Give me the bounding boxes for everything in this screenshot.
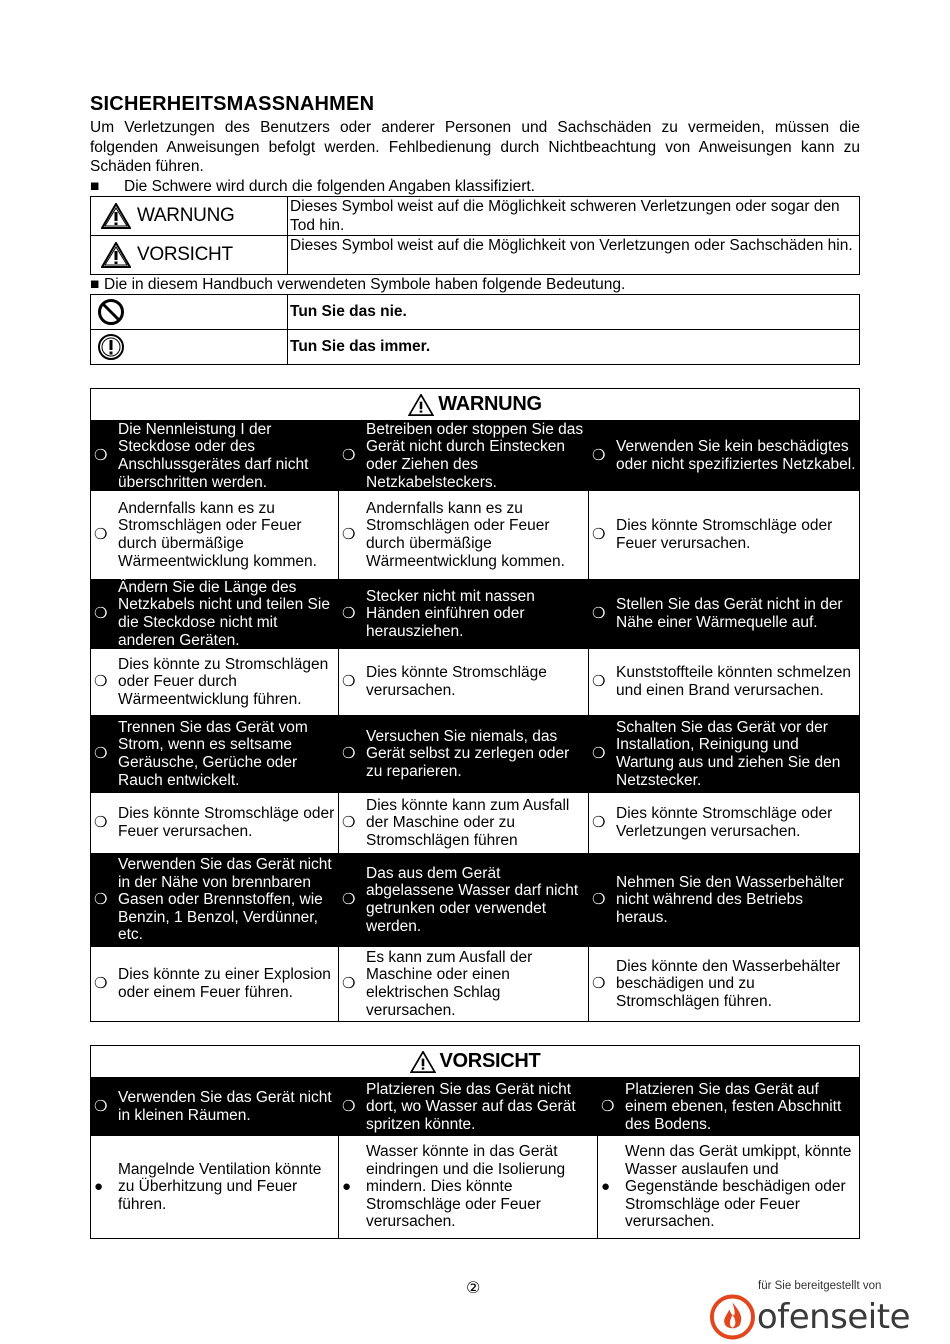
vorsicht-table-title: VORSICHT bbox=[439, 1050, 541, 1072]
vorsicht-table bbox=[90, 1045, 860, 1239]
vorsicht-cell bbox=[598, 1136, 859, 1238]
warning-triangle-icon bbox=[101, 203, 131, 229]
warnung-row bbox=[91, 491, 859, 579]
warnung-cell-text: Dies könnte Stromschläge oder Feuer verursachen. bbox=[118, 805, 335, 840]
warnung-row bbox=[91, 947, 859, 1021]
square-bullet-icon: ■ bbox=[90, 177, 100, 195]
warnung-cell-text: Dies könnte zu einer Explosion oder einem Feuer führen. bbox=[118, 966, 331, 1001]
warnung-cell-text: Verwenden Sie das Gerät nicht in der Nähe von brennbaren Gasen oder Brennstoffen, wie Benzin, 1 Benzol, Verdünner, etc. bbox=[118, 856, 332, 944]
vorsicht-cell bbox=[598, 1078, 859, 1136]
warnung-table bbox=[90, 388, 860, 1022]
warnung-table-header bbox=[91, 389, 859, 421]
symbol-row-always bbox=[91, 329, 860, 364]
bullet-icon: ❍ bbox=[94, 447, 108, 465]
warnung-cell-text: Dies könnte kann zum Ausfall der Maschine oder zu Stromschlägen führen bbox=[366, 796, 570, 849]
vorsicht-cell-text: Wenn das Gerät umkippt, könnte Wasser auslaufen und Gegenstände beschädigen oder Stromschläge oder Feuer verursachen. bbox=[625, 1143, 852, 1231]
symbol-never-text: Tun Sie das nie. bbox=[288, 294, 860, 329]
mandatory-exclamation-icon bbox=[97, 333, 125, 361]
bullet-icon: ❍ bbox=[342, 526, 356, 544]
bullet-icon: ❍ bbox=[592, 745, 606, 763]
bullet-icon: ❍ bbox=[342, 975, 356, 993]
warnung-cell bbox=[339, 853, 589, 947]
warnung-cell-text: Schalten Sie das Gerät vor der Installation, Reinigung und Wartung aus und ziehen Sie den Netzstecker. bbox=[616, 718, 841, 789]
page-title: SICHERHEITSMASSNAHMEN bbox=[90, 93, 375, 115]
severity-note bbox=[90, 177, 860, 196]
warnung-cell-text: Das aus dem Gerät abgelassene Wasser darf nicht getrunken oder verwendet werden. bbox=[366, 864, 579, 935]
warnung-label: WARNUNG bbox=[137, 204, 235, 226]
brand-tagline: für Sie bereitgestellt von bbox=[758, 1280, 882, 1292]
warnung-cell-text: Betreiben oder stoppen Sie das Gerät nicht durch Einstecken oder Ziehen des Netzkabelsteckers. bbox=[366, 421, 584, 491]
intro-paragraph: Um Verletzungen des Benutzers oder anderer Personen und Sachschäden zu vermeiden, müssen die folgenden Anweisungen befolgt werden. Fehlbedienung durch Nichtbeachtung von Anweisungen kann zu Schäden führen. bbox=[90, 119, 860, 175]
warnung-cell bbox=[589, 491, 859, 579]
vorsicht-cell-text: Platzieren Sie das Gerät auf einem ebenen, festen Abschnitt des Bodens. bbox=[625, 1080, 842, 1133]
warnung-cell-text: Verwenden Sie kein beschädigtes oder nicht spezifiziertes Netzkabel. bbox=[616, 438, 856, 473]
warnung-cell bbox=[589, 649, 859, 715]
warnung-cell bbox=[91, 649, 339, 715]
vorsicht-cell bbox=[339, 1078, 598, 1136]
bullet-icon: ❍ bbox=[342, 1098, 356, 1116]
warnung-cell-text: Dies könnte Stromschläge oder Verletzungen verursachen. bbox=[616, 805, 833, 840]
flame-logo-icon bbox=[710, 1294, 755, 1340]
warnung-cell-text: Die Nennleistung I der Steckdose oder des Anschlussgerätes darf nicht überschritten werden. bbox=[118, 421, 309, 491]
warnung-description: Dieses Symbol weist auf die Möglichkeit schweren Verletzungen oder sogar den Tod hin. bbox=[288, 196, 860, 235]
warnung-cell bbox=[589, 715, 859, 793]
warnung-cell bbox=[339, 715, 589, 793]
bullet-icon: ❍ bbox=[601, 1098, 615, 1116]
warnung-cell-text: Nehmen Sie den Wasserbehälter nicht während des Betriebs heraus. bbox=[616, 873, 844, 926]
warnung-cell-text: Dies könnte Stromschläge oder Feuer verursachen. bbox=[616, 517, 833, 552]
warnung-cell bbox=[91, 947, 339, 1021]
warnung-cell bbox=[339, 947, 589, 1021]
warnung-cell bbox=[339, 793, 589, 853]
bullet-icon: ❍ bbox=[94, 1098, 108, 1116]
warnung-cell-text: Stellen Sie das Gerät nicht in der Nähe einer Wärmequelle auf. bbox=[616, 596, 843, 631]
warnung-cell-text: Kunststoffteile könnten schmelzen und einen Brand verursachen. bbox=[616, 664, 851, 699]
bullet-icon: ❍ bbox=[94, 814, 108, 832]
bullet-icon: ❍ bbox=[342, 891, 356, 909]
vorsicht-label: VORSICHT bbox=[137, 243, 233, 265]
warnung-cell bbox=[91, 491, 339, 579]
bullet-icon: ❍ bbox=[592, 975, 606, 993]
warning-triangle-icon bbox=[410, 1051, 436, 1073]
bullet-icon: ❍ bbox=[94, 891, 108, 909]
warnung-cell-text: Stecker nicht mit nassen Händen einführen oder herausziehen. bbox=[366, 587, 535, 640]
warnung-cell-text: Versuchen Sie niemals, das Gerät selbst zu zerlegen oder zu reparieren. bbox=[366, 727, 570, 780]
warnung-cell-text: Dies könnte zu Stromschlägen oder Feuer durch Wärmeentwicklung führen. bbox=[118, 655, 329, 708]
vorsicht-cell-text: Platzieren Sie das Gerät nicht dort, wo Wasser auf das Gerät spritzen könnte. bbox=[366, 1080, 576, 1133]
vorsicht-table-header bbox=[91, 1046, 859, 1078]
warnung-cell bbox=[589, 421, 859, 491]
warning-triangle-icon bbox=[408, 394, 434, 416]
warnung-row bbox=[91, 421, 859, 491]
severity-row-warnung bbox=[91, 196, 860, 235]
vorsicht-row bbox=[91, 1136, 859, 1238]
warnung-table-title: WARNUNG bbox=[438, 393, 542, 415]
warnung-cell-text: Es kann zum Ausfall der Maschine oder einen elektrischen Schlag verursachen. bbox=[366, 948, 533, 1019]
symbols-note bbox=[90, 275, 860, 294]
square-bullet-icon: ■ bbox=[90, 275, 100, 293]
severity-note-text: Die Schwere wird durch die folgenden Angaben klassifiziert. bbox=[124, 177, 535, 195]
bullet-icon: ❍ bbox=[342, 447, 356, 465]
symbols-note-text: Die in diesem Handbuch verwendeten Symbole haben folgende Bedeutung. bbox=[104, 275, 626, 293]
bullet-icon: ❍ bbox=[94, 526, 108, 544]
vorsicht-cell bbox=[91, 1136, 339, 1238]
warnung-cell-text: Dies könnte den Wasserbehälter beschädigen und zu Stromschlägen führen. bbox=[616, 957, 841, 1010]
bullet-icon: ● bbox=[601, 1178, 611, 1196]
warnung-cell bbox=[91, 715, 339, 793]
bullet-icon: ❍ bbox=[592, 814, 606, 832]
warnung-row bbox=[91, 793, 859, 853]
symbol-row-never bbox=[91, 294, 860, 329]
bullet-icon: ❍ bbox=[592, 891, 606, 909]
bullet-icon: ❍ bbox=[94, 975, 108, 993]
bullet-icon: ❍ bbox=[94, 745, 108, 763]
bullet-icon: ❍ bbox=[94, 605, 108, 623]
bullet-icon: ❍ bbox=[342, 673, 356, 691]
warnung-cell-text: Andernfalls kann es zu Stromschlägen oder Feuer durch übermäßige Wärmeentwicklung kommen. bbox=[366, 499, 565, 570]
document-page bbox=[90, 92, 860, 365]
warnung-cell bbox=[339, 649, 589, 715]
vorsicht-cell bbox=[91, 1078, 339, 1136]
warnung-cell bbox=[339, 491, 589, 579]
warnung-cell bbox=[339, 579, 589, 649]
warnung-cell bbox=[589, 579, 859, 649]
bullet-icon: ● bbox=[342, 1178, 352, 1196]
warnung-cell-text: Andernfalls kann es zu Stromschlägen oder Feuer durch übermäßige Wärmeentwicklung kommen. bbox=[118, 499, 317, 570]
vorsicht-cell bbox=[339, 1136, 598, 1238]
bullet-icon: ❍ bbox=[592, 673, 606, 691]
warnung-cell bbox=[91, 579, 339, 649]
bullet-icon: ● bbox=[94, 1178, 104, 1196]
warnung-cell bbox=[91, 853, 339, 947]
bullet-icon: ❍ bbox=[592, 605, 606, 623]
prohibition-icon bbox=[97, 298, 125, 326]
bullet-icon: ❍ bbox=[342, 605, 356, 623]
warnung-cell bbox=[589, 947, 859, 1021]
severity-row-vorsicht bbox=[91, 235, 860, 274]
symbols-table bbox=[90, 294, 860, 365]
warnung-cell bbox=[589, 793, 859, 853]
warnung-cell-text: Dies könnte Stromschläge verursachen. bbox=[366, 664, 547, 699]
brand-footer bbox=[710, 1280, 910, 1340]
vorsicht-cell-text: Wasser könnte in das Gerät eindringen und die Isolierung mindern. Dies könnte Stromschläge oder Feuer verursachen. bbox=[366, 1143, 566, 1231]
severity-table bbox=[90, 196, 860, 275]
symbol-always-text: Tun Sie das immer. bbox=[288, 329, 860, 364]
warnung-row bbox=[91, 853, 859, 947]
warnung-cell bbox=[91, 793, 339, 853]
vorsicht-cell-text: Mangelnde Ventilation könnte zu Überhitzung und Feuer führen. bbox=[118, 1160, 322, 1213]
page-number: ② bbox=[466, 1280, 481, 1297]
bullet-icon: ❍ bbox=[592, 447, 606, 465]
bullet-icon: ❍ bbox=[94, 673, 108, 691]
warnung-row bbox=[91, 579, 859, 649]
warning-triangle-icon bbox=[101, 242, 131, 268]
brand-name: ofenseite bbox=[756, 1297, 910, 1337]
vorsicht-cell-text: Verwenden Sie das Gerät nicht in kleinen Räumen. bbox=[118, 1089, 332, 1124]
warnung-cell bbox=[589, 853, 859, 947]
warnung-cell-text: Ändern Sie die Länge des Netzkabels nicht und teilen Sie die Steckdose nicht mit anderen Geräten. bbox=[118, 579, 330, 649]
warnung-cell-text: Trennen Sie das Gerät vom Strom, wenn es seltsame Geräusche, Gerüche oder Rauch entwickelt. bbox=[118, 718, 308, 789]
warnung-row bbox=[91, 715, 859, 793]
warnung-row bbox=[91, 649, 859, 715]
vorsicht-row bbox=[91, 1078, 859, 1136]
bullet-icon: ❍ bbox=[342, 745, 356, 763]
warnung-cell bbox=[91, 421, 339, 491]
bullet-icon: ❍ bbox=[592, 526, 606, 544]
warnung-cell bbox=[339, 421, 589, 491]
bullet-icon: ❍ bbox=[342, 814, 356, 832]
vorsicht-description: Dieses Symbol weist auf die Möglichkeit von Verletzungen oder Sachschäden hin. bbox=[288, 235, 860, 274]
